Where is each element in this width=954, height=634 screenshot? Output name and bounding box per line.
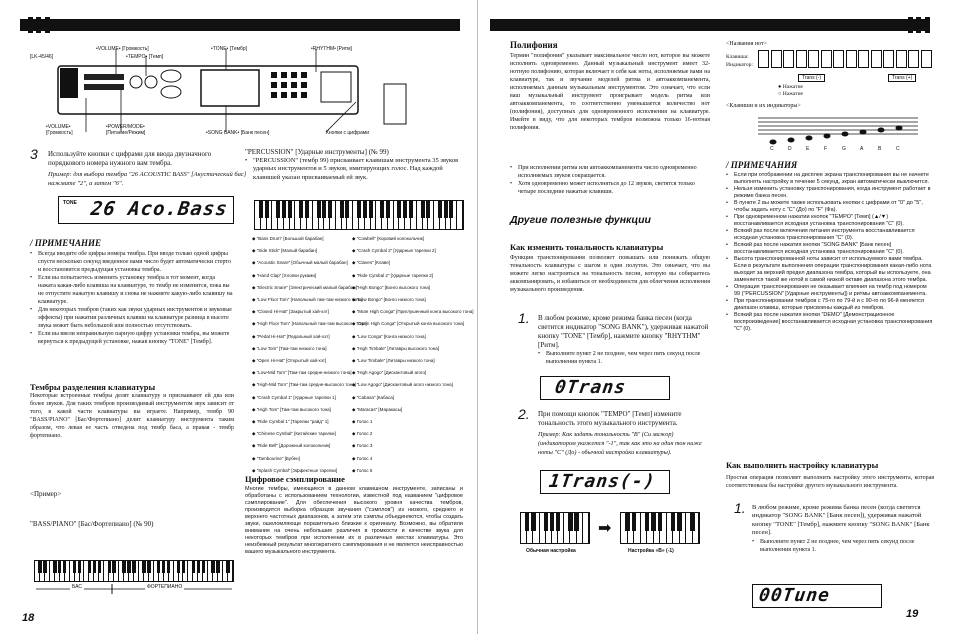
black-key — [276, 201, 280, 218]
tune-text: Простая операция позволяет выполнить настройку этого инструмента, которая соответствовала бы настройке другого музыкального инструмента. — [726, 475, 934, 489]
black-key — [357, 201, 361, 218]
key-legend: ● Нажатие ○ Нажатие — [778, 84, 804, 97]
percussion-section — [245, 148, 465, 182]
header-bar — [490, 19, 930, 31]
drum-item: ◆ "Chinese Cymbal" [Китайские тарелки] — [252, 431, 336, 437]
note-box — [833, 50, 844, 68]
percussion-bullets — [245, 157, 465, 182]
black-key — [438, 201, 442, 218]
black-key — [58, 561, 61, 573]
staff-note — [770, 140, 777, 145]
black-key — [449, 201, 453, 218]
transpose-step1-bullet: • Выполните пункт 2 не позднее, чем через пять секунд после выполнения пункта 1. — [538, 350, 710, 366]
drum-list-2 — [352, 236, 474, 486]
bass-label: БАС — [72, 584, 83, 590]
black-key — [177, 561, 180, 573]
drum-item: ◆ "Tambourine" [Бубен] — [252, 455, 300, 461]
drum-item: ◆ "Low Floor Tom" [Напольный там-там низкого тона] — [252, 297, 363, 302]
note-box — [921, 50, 932, 68]
lcd-trans-neg-value: 1Trans(-) — [547, 471, 658, 492]
note-item: • Всякий раз после нажатия кнопки "DEMO" [Демонстрационное воспроизведение] восстанавливается исходная установка транспонирования "C" (0). — [726, 312, 934, 333]
black-key — [182, 561, 185, 573]
drum-item: ◆ "Crash Cymbal 2" [Ударные тарелки 2] — [352, 248, 436, 254]
staff-letters — [768, 146, 918, 154]
black-key — [525, 513, 529, 531]
drum-item: ◆ "Closed Hi-Hat" [Закрытый хай-хэт] — [252, 309, 329, 315]
drum-item: ◆ "Ride Cymbal 2" [Ударные тарелки 2] — [352, 272, 434, 278]
black-key — [132, 561, 135, 573]
black-key — [162, 561, 165, 573]
black-key — [403, 201, 407, 218]
black-key — [409, 201, 413, 218]
black-key — [328, 201, 332, 218]
page-number-right: 19 — [906, 608, 919, 620]
note-item: • Если вы ввели неправильную парную цифру установки тембра, вы можете вернуться к предыдущей установке, нажав кнопку "TONE" [Тембр]. — [30, 330, 234, 346]
other-functions-title: Другие полезные функции — [510, 214, 651, 226]
drum-item: ◆ "High Bongo" [Бонго высокого тона] — [352, 284, 431, 290]
note-box — [758, 50, 769, 68]
transpose-step2-text: При помощи кнопок "TEMPO" [Темп] измените тональность этого музыкального инструмента. — [538, 410, 682, 427]
drum-item: ◆ "Low Bongo" [Бонго низкого тона] — [352, 297, 426, 302]
note-item: • При исполнении ритма или автоаккомпанемента число одновременно исполняемых звуков сокращается. — [510, 164, 710, 180]
black-key — [147, 561, 150, 573]
right-notes-list — [726, 172, 934, 333]
black-key — [53, 561, 56, 573]
header-mark — [908, 17, 913, 33]
black-key — [421, 201, 425, 218]
digital-text: Многие тембры, имеющиеся в данном клавишном инструменте, записаны и обработаны с использованием технологии, известной под названием "цифровое сэмплирование". Для обеспечения высокого уровня качества тембров, производится выборка образцов звучания ("сэмплов") из низкого, среднего и верхнего частотных диапазонов, а затем эти сэмплы объединяются, чтобы создать звуки, ошеломляюще поразительно близкие к оригиналу. Возможно, вы обратили внимание на очень небольшие различия в громкости и качестве звука для некоторых тембров при исполнении их в различных местах клавиатуры. Это неизбежный результат многократного сэмплирования и не является неисправностью вашего музыкального инструмента. — [245, 486, 463, 555]
split-arrows — [34, 584, 234, 594]
arrow-right-icon: ➡ — [598, 520, 612, 537]
header-mark — [45, 17, 50, 33]
note-box — [846, 50, 857, 68]
black-key — [645, 513, 650, 531]
volume-bottom-label: •VOLUME• [Громкость] — [46, 124, 73, 136]
step3-text — [48, 150, 248, 188]
number-buttons-label: Кнопки с цифрами — [326, 130, 369, 136]
black-key — [305, 201, 309, 218]
drum-item: ◆ "Ride Bell" [Дорожный колокольчик] — [252, 443, 331, 449]
note-box — [871, 50, 882, 68]
power-mode-label: •POWER/MODE• [Питание/Режим] — [106, 124, 146, 136]
note-item: • Высота транспонированной ноты зависит от используемого вами тембра. Если в результате выполнения операции транспонирования какая-либо нота выходит за верхний предел диапазона тембра, который вы используете, она заменяется такой же нотой в самой низкой октаве диапазона этого тембра. — [726, 256, 934, 284]
note-name-boxes — [758, 50, 938, 72]
black-key — [677, 513, 682, 531]
lcd-trans-neg-display — [540, 470, 670, 494]
black-key — [63, 561, 66, 573]
black-key — [632, 513, 637, 531]
black-key — [397, 201, 401, 218]
note-item: • Всякий раз после включения питания инструмента восстанавливается исходная установка транспонирования "C" (0). — [726, 228, 934, 242]
drum-item: ◆ Голос 4 — [352, 455, 373, 461]
black-key — [625, 513, 630, 531]
staff-letter: E — [806, 146, 810, 152]
transpose-step2-number: 2. — [518, 406, 530, 422]
black-key — [345, 201, 349, 218]
drum-item: ◆ "High-Mid Tom" [Там-там средне-высокого тона] — [252, 382, 356, 388]
black-key — [259, 201, 263, 218]
note-item: • Для некоторых тембров (таких как звуки ударных инструментов и звуковые эффекты) при нажатии различных клавиш на клавиатуре разница в высоте звука может быть небольшой или полностью отсутствовать. — [30, 306, 234, 330]
split-text: Некоторые встроенные тембры делят клавиатуру и присваивают ей два или более звуков. Для таких тембров производимый инструментом звук зависит от того, в какой части клавиатуры вы играете. Например, тембр 90 "BASS/PIANO" [Бас/Фортепиано] делит клавиатуру инструмента таким образом, что левая ее часть отведена под тембр баса, а правая - тембр фортепиано. — [30, 393, 234, 439]
drum-item: ◆ "Low-Mid Tom" [Там-там средне-низкого тона] — [252, 370, 352, 376]
step3-example: Пример: для выбора тембра "26 ACOUSTIC BASS" [Акустический бас] нажмите "2", а затем "6". — [48, 171, 247, 187]
header-mark — [925, 17, 930, 33]
normal-keyboard — [520, 512, 590, 544]
drum-item: ◆ Голос 2 — [352, 431, 373, 437]
black-key — [550, 513, 554, 531]
staff-note — [878, 128, 885, 133]
note-item: • Всегда вводите обе цифры номера тембра. При вводе только одной цифры спустя несколько секунд введенное вами число будет автоматически стерто и восстановится предыдущая установка тембра. — [30, 250, 234, 274]
drum-item: ◆ "Open High Conga" [Открытый конга высокого тона] — [352, 321, 465, 327]
note-item: • Если вы попытаетесь изменить установку тембра в тот момент, когда нажата какая-либо клавиша на клавиатуре, то тембр не изменится, пока вы не отпустите нажатую клавишу и снова не нажмете какую-либо клавишу на клавиатуре. — [30, 274, 234, 306]
black-key — [282, 201, 286, 218]
lcd-trans-value: 0Trans — [553, 377, 628, 398]
black-key — [574, 513, 578, 531]
example-label: <Пример> — [30, 490, 62, 498]
black-key — [112, 561, 115, 573]
note-box — [808, 50, 819, 68]
black-key — [43, 561, 46, 573]
adjusted-caption: Настройка «В» (-1) — [628, 548, 674, 554]
black-key — [369, 201, 373, 218]
black-key — [226, 561, 229, 573]
drum-item: ◆ Голос 3 — [352, 443, 373, 449]
note-item: • Всякий раз после нажатия кнопки "SONG BANK" [Банк песен] восстанавливается исходная установка транспонирования "C" (0). — [726, 242, 934, 256]
black-key — [690, 513, 695, 531]
black-key — [122, 561, 125, 573]
keys-label: Клавиша: — [726, 54, 749, 60]
lcd-tone-label: TONE — [63, 200, 77, 206]
staff-note — [824, 134, 831, 139]
note-item: • При транспонировании тембров с 75-го по 79-й и с 90-го по 96-й меняется диапазон клавиш, которые присвоены каждый из тембров. — [726, 298, 934, 312]
example-tone: "BASS/PIANO" [Бас/Фортепиано] (№ 90) — [30, 520, 154, 528]
black-key — [88, 561, 91, 573]
indicator-label: Индикатор: — [726, 62, 753, 68]
trans-plus-label: Trans (-) — [798, 74, 825, 82]
black-key — [167, 561, 170, 573]
tune-title: Как выполнить настройку клавиатуры — [726, 460, 879, 470]
note-item: • Операция транспонирования не оказывает влияния на тембр под номером 99 ("PERCUSSION" [Ударные инструменты]) и ритмы автоаккомпанемента. — [726, 284, 934, 298]
note-box — [896, 50, 907, 68]
black-key — [127, 561, 130, 573]
digital-title: Цифровое сэмплирование — [245, 474, 345, 484]
black-key — [38, 561, 41, 573]
tone-top-label: •TONE• [Тембр] — [211, 46, 248, 52]
transpose-text: Функция транспонирования позволяет повышать или понижать общую тональность клавиатуры с шагом в один полутон. Это означает, что вы можете легко настроиться на тональность песни, которую вы собираетесь аккомпанировать, и избавиться от необходимости для облегчения исполнения музыкального произведения. — [510, 255, 710, 293]
staff-note — [806, 136, 813, 141]
note-box — [771, 50, 782, 68]
drum-item: ◆ Голос 1 — [352, 419, 373, 424]
note-names-label: <Названия нот> — [726, 41, 767, 47]
legend-released: Нажатие — [782, 91, 804, 97]
note-item: • Хотя одновременно может исполняться до 12 звуков, светятся только четыре последние нажатые клавиши. — [510, 180, 710, 196]
drum-item: ◆ "Electric Snare" [Электрический малый барабан] — [252, 284, 357, 290]
staff-note — [842, 132, 849, 137]
drum-item: ◆ Голос 5 — [352, 467, 373, 473]
percussion-heading: "PERCUSSION" [Ударные инструменты] (№ 99) — [245, 148, 389, 156]
drum-item: ◆ "High Agogo" [Дискантовый агого] — [352, 370, 427, 376]
polyphony-title: Полифония — [510, 40, 558, 50]
tune-step1-bullet: • Выполните пункт 2 не позднее, чем через пять секунд после выполнения пункта 1. — [752, 538, 934, 554]
white-key — [583, 513, 589, 543]
page-number-left: 18 — [22, 612, 35, 624]
right-note-title: ПРИМЕЧАНИЯ — [730, 160, 798, 170]
rhythm-top-label: •RHYTHM• [Ритм] — [311, 46, 352, 52]
black-key — [651, 513, 656, 531]
drum-item: ◆ "High Floor Tom" [Напольный там-там высокого тона] — [252, 321, 367, 327]
drum-item: ◆ "Ride Cymbal 1" [Тарелки "райд" 1] — [252, 419, 329, 424]
keyboard-panel-diagram — [26, 44, 462, 144]
header-mark — [36, 17, 41, 33]
polyphony-bullets — [510, 164, 710, 196]
drum-item: ◆ "Maracas" [Маракасы] — [352, 406, 403, 412]
black-key — [322, 201, 326, 218]
note-box — [796, 50, 807, 68]
tempo-top-label: •TEMPO• [Темп] — [126, 54, 164, 60]
black-key — [556, 513, 560, 531]
transpose-title: Как изменить тональность клавиатуры — [510, 242, 664, 252]
drum-item: ◆ "Cabasa" [Кабаса] — [352, 394, 395, 400]
black-key — [78, 561, 81, 573]
staff-letter: C — [770, 146, 774, 152]
black-key — [216, 561, 219, 573]
black-key — [202, 561, 205, 573]
black-key — [568, 513, 572, 531]
staff-note — [860, 130, 867, 135]
staff-letter: A — [860, 146, 864, 152]
polyphony-text: Термин "полифония" указывает максимальное число нот, которое вы можете исполнить одновременно. Данный музыкальный инструмент имеет 32-нотную полифонию, которая включает в себя как ноты, исполняемые вами на клавиатуре, так и звучание моделей ритма и автоаккомпанемента, исполняемых данным музыкальным инструментом. Это означает, что если ваш музыкальный инструмент проигрывает модель ритма или автоаккомпанемента, то соответственно уменьшается количество нот (полифония), доступных для одновременного исполнения на клавиатуре. Имейте в виду, что для некоторых тембров возможна только 16-нотная полифония. — [510, 53, 710, 131]
tune-step1 — [752, 504, 934, 554]
note-item: • Нельзя изменить установку транспонирования, когда инструмент работает в режиме банка песен. — [726, 186, 934, 200]
bass-piano-keyboard — [34, 560, 234, 582]
header-bar — [20, 19, 460, 31]
note-item: • В пункте 2 вы можете также использовать кнопки с цифрами от "0" до "5", чтобы задать ноту с "C" (До) по "F" (Фа). — [726, 200, 934, 214]
staff-note — [788, 138, 795, 143]
lcd-tone-display — [58, 196, 234, 224]
panel-drawing — [26, 44, 462, 144]
lcd-tone-value: 26 Aco.Bass — [89, 198, 230, 220]
drum-item: ◆ "Pedal Hi-Hat" [Педальный хай-хэт] — [252, 333, 330, 339]
drum-item: ◆ "Open Hi-Hat" [Открытый хай-хэт] — [252, 358, 327, 363]
black-key — [299, 201, 303, 218]
drum-item: ◆ "Hand Clap" [Хлопки руками] — [252, 272, 317, 278]
drum-item: ◆ "Low Conga" [Конга низкого тона] — [352, 333, 426, 339]
black-key — [426, 201, 430, 218]
black-key — [93, 561, 96, 573]
drum-item: ◆ "Low Tom" [Там-там низкого тона] — [252, 345, 327, 351]
black-key — [386, 201, 390, 218]
black-key — [671, 513, 676, 531]
black-key — [265, 201, 269, 218]
white-key — [457, 201, 463, 229]
tune-step1-text: В любом режиме, кроме режима банка песен (когда светится индикатор "SONG BANK" [Банк песен]), удерживая нажатой кнопку "TONE" [Тембр], нажмите кнопку "SONG BANK" [Банк песен]. — [752, 504, 930, 537]
drum-item: ◆ "Cowbell" [Коровий колокольчик] — [352, 236, 424, 241]
lcd-trans-display — [540, 376, 670, 400]
staff-letter: B — [878, 146, 882, 152]
transpose-step2-example: Пример: Как задать тональность "B" (Си мажор) (индикатором укажется "-1", так как это на один тон ниже ноты "C" (До) - обычной настройки клавиатуры). — [538, 431, 702, 456]
staff-letter: D — [788, 146, 792, 152]
note-box — [858, 50, 869, 68]
step-number: 3 — [30, 146, 38, 162]
normal-caption: Обычная настройка — [526, 548, 576, 554]
drum-item: ◆ "High Timbale" [Литавры высокого тона] — [352, 345, 440, 351]
transpose-step2 — [538, 410, 710, 457]
lcd-tune-value: 00Tune — [757, 585, 832, 606]
black-key — [98, 561, 101, 573]
lcd-tune-display — [752, 584, 882, 608]
model-label: [LK-45/46] — [30, 54, 54, 60]
percussion-keyboard — [254, 200, 464, 230]
right-page — [477, 0, 954, 634]
staff-label: <Клавиши и их индикаторы> — [726, 103, 801, 109]
note-item: • При одновременном нажатии кнопок "TEMPO" [Темп] (▲/▼) восстанавливается исходная установка транспонирования "C" (0). — [726, 214, 934, 228]
drum-item: ◆ "Low Agogo" [Дискантовый агого низкого тона] — [352, 382, 453, 388]
header-mark — [916, 17, 921, 33]
step3-instruction: Используйте кнопки с цифрами для ввода двузначного порядкового номера нужного вам тембра. — [48, 150, 212, 167]
right-note-heading: / ПРИМЕЧАНИЯ — [726, 160, 798, 170]
note-box — [883, 50, 894, 68]
staff-letter: C — [896, 146, 900, 152]
black-key — [317, 201, 321, 218]
split-title: Тембры разделения клавиатуры — [30, 382, 156, 392]
drum-item: ◆ "Side Stick" [Малый барабан] — [252, 248, 318, 254]
drum-item: ◆ "Low Timbale" [Литавры низкого тона] — [352, 358, 435, 363]
transpose-step1-text: В любом режиме, кроме режима банка песен (когда светится индикатор "SONG BANK"), удерживая нажатой кнопку "TONE" [Тембр], нажмите кнопку "RHYTHM" [Ритм]. — [538, 314, 709, 349]
volume-top-label: •VOLUME• [Громкость] — [96, 46, 149, 52]
transpose-step1-number: 1. — [518, 310, 530, 326]
black-key — [658, 513, 663, 531]
drum-item: ◆ "High Tom" [Там-там высокого тона] — [252, 406, 331, 412]
drum-list-1 — [252, 236, 367, 486]
black-key — [531, 513, 535, 531]
adjusted-keyboard — [620, 512, 700, 544]
black-key — [544, 513, 548, 531]
drum-item: ◆ "Acoustic Snare" [Обычный малый барабан] — [252, 260, 348, 266]
drum-item: ◆ "Splash Cymbal" [Эффектные тарелки] — [252, 467, 338, 473]
black-key — [380, 201, 384, 218]
note-box — [908, 50, 919, 68]
piano-label: ФОРТЕПИАНО — [147, 584, 183, 590]
staff-note — [896, 126, 903, 131]
black-key — [197, 561, 200, 573]
legend-pressed: Нажатие — [782, 84, 804, 90]
note-heading: / ПРИМЕЧАНИЕ — [30, 238, 102, 248]
header-mark — [28, 17, 33, 33]
note-box — [783, 50, 794, 68]
black-key — [192, 561, 195, 573]
trans-minus-label: Trans (+) — [888, 74, 916, 82]
black-key — [211, 561, 214, 573]
percussion-bullet: • "PERCUSSION" (тембр 99) присваивает клавишам инструмента 35 звуков ударных инструментов и 5 звуков, имитирующих голос. Над каждой клавишей указан присваиваемый ей звук. — [245, 157, 465, 182]
tune-step1-number: 1. — [734, 500, 746, 516]
transpose-step1 — [538, 314, 710, 366]
black-key — [444, 201, 448, 218]
note-title: ПРИМЕЧАНИЕ — [34, 238, 102, 248]
note-box — [821, 50, 832, 68]
left-notes-list — [30, 250, 234, 346]
drum-item: ◆ "Claves" [Клаве] — [352, 260, 391, 266]
song-bank-label: •SONG BANK• [Банк песен] — [206, 130, 270, 136]
black-key — [340, 201, 344, 218]
black-key — [108, 561, 111, 573]
note-item: • Если при отображении на дисплее экрана транспонирования вы не начнете выполнять настройку в течение 5 секунд, экран автоматически выключится. — [726, 172, 934, 186]
black-key — [157, 561, 160, 573]
staff-letter: F — [824, 146, 828, 152]
drum-item: ◆ "Bass Drum" [Большой барабан] — [252, 236, 324, 241]
drum-item: ◆ "Crash Cymbal 1" [Ударные тарелки 1] — [252, 394, 336, 400]
black-key — [288, 201, 292, 218]
drum-item: ◆ "Mute High Conga" [Приглушенный конга высокого тона] — [352, 309, 474, 315]
black-key — [363, 201, 367, 218]
staff-letter: G — [842, 146, 846, 152]
black-key — [73, 561, 76, 573]
black-key — [142, 561, 145, 573]
